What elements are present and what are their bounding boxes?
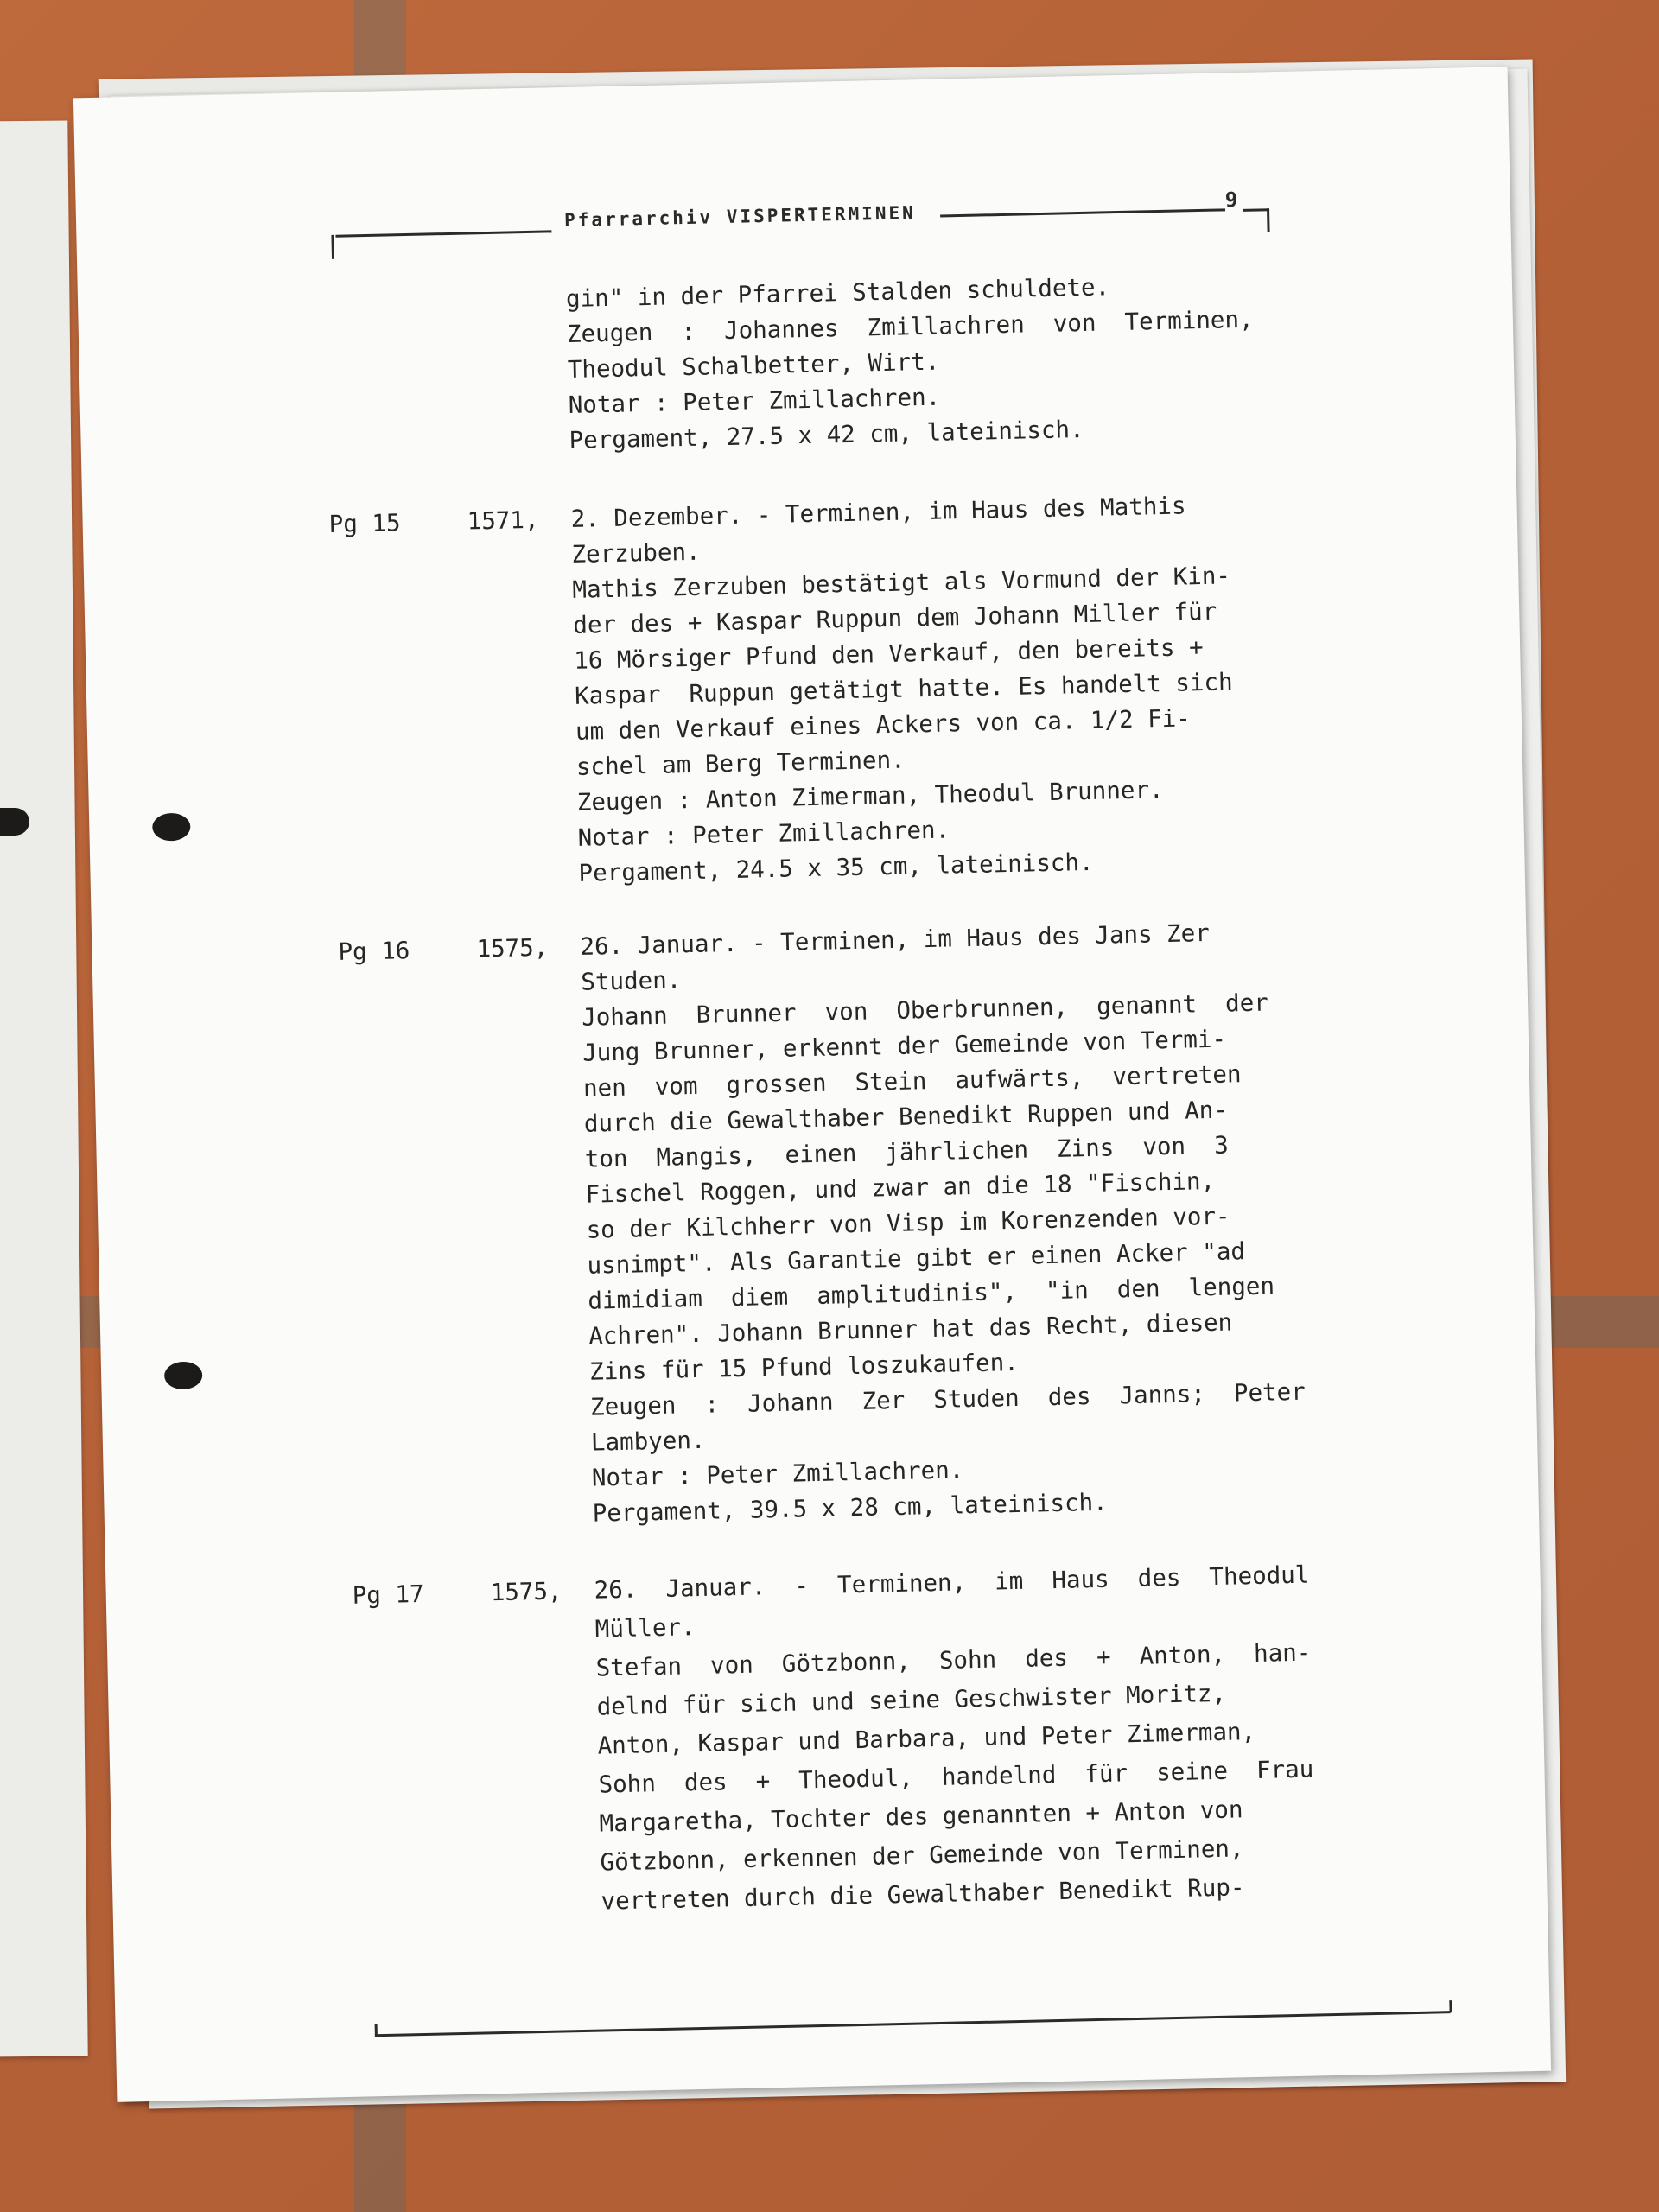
entry-line: ton Mangis, einen jährlichen Zins von 3 — [584, 1131, 1230, 1173]
entry-line: Lambyen. — [590, 1426, 706, 1457]
punch-hole — [152, 813, 191, 842]
entry-line: Margaretha, Tochter des genannten + Anton von — [599, 1796, 1243, 1838]
continuation-line: Notar : Peter Zmillachren. — [568, 383, 941, 419]
entry-line: 2. Dezember. - Terminen, im Haus des Mathis — [570, 492, 1186, 533]
entry-line: Notar : Peter Zmillachren. — [591, 1456, 964, 1492]
entry-line: Zeugen : Anton Zimerman, Theodul Brunner. — [576, 776, 1164, 817]
entry-line: Fischel Roggen, und zwar an die 18 "Fischin, — [585, 1166, 1216, 1209]
entry-line: Pergament, 24.5 x 35 cm, lateinisch. — [578, 848, 1094, 887]
entry-line: Götzbonn, erkennen der Gemeinde von Terminen, — [600, 1834, 1244, 1877]
entry-line: um den Verkauf eines Ackers von ca. 1/2 Fi- — [575, 704, 1192, 746]
entry-line: 26. Januar. - Terminen, im Haus des Theodul — [594, 1560, 1310, 1605]
entry-line: Stefan von Götzbonn, Sohn des + Anton, han- — [595, 1638, 1312, 1682]
entry-line: Jung Brunner, erkennt der Gemeinde von Termi- — [582, 1025, 1227, 1067]
entry-line: usnimpt". Als Garantie gibt er einen Acker "ad — [587, 1237, 1246, 1280]
footer-rule — [1449, 2000, 1452, 2012]
entry-line: 16 Mörsiger Pfund den Verkauf, den bereits + — [573, 633, 1204, 675]
entry-line: nen vom grossen Stein aufwärts, vertreten — [582, 1060, 1242, 1103]
entry-line: durch die Gewalthaber Benedikt Ruppen und An- — [583, 1096, 1229, 1138]
entry-line: Müller. — [594, 1613, 696, 1643]
entry-line: Anton, Kaspar und Barbara, und Peter Zimerman, — [597, 1717, 1256, 1760]
punch-hole — [164, 1361, 203, 1389]
entry-signature: Pg 17 — [352, 1580, 424, 1610]
entry-line: 26. Januar. - Terminen, im Haus des Jans Zer — [580, 918, 1211, 961]
continuation-line: Theodul Schalbetter, Wirt. — [567, 347, 940, 384]
footer-rule — [375, 2011, 1451, 2037]
entry-line: so der Kilchherr von Visp im Korenzenden vor- — [586, 1202, 1230, 1244]
header-rule — [940, 208, 1225, 217]
page-header-title: Pfarrarchiv VISPERTERMINEN — [563, 202, 917, 232]
entry-year: 1571, — [467, 505, 539, 536]
entry-line: Johann Brunner von Oberbrunnen, genannt der — [581, 988, 1269, 1032]
entry-line: Achren". Johann Brunner hat das Recht, diesen — [588, 1308, 1233, 1351]
continuation-line: Pergament, 27.5 x 42 cm, lateinisch. — [569, 415, 1084, 454]
entry-line: Sohn des + Theodul, handelnd für seine Frau — [598, 1755, 1314, 1799]
entry-line: delnd für sich und seine Geschwister Moritz, — [596, 1679, 1227, 1721]
entry-year: 1575, — [476, 933, 549, 963]
entry-line: Studen. — [581, 966, 682, 996]
header-rule — [331, 235, 334, 259]
entry-line: vertreten durch die Gewalthaber Benedikt Rup- — [601, 1873, 1245, 1916]
continuation-line: gin" in der Pfarrei Stalden schuldete. — [565, 273, 1110, 313]
document-page — [73, 67, 1551, 2102]
entry-line: Pergament, 39.5 x 28 cm, lateinisch. — [592, 1488, 1109, 1528]
punch-hole — [0, 808, 29, 836]
entry-year: 1575, — [490, 1577, 563, 1607]
entry-signature: Pg 16 — [338, 937, 410, 966]
entry-line: schel am Berg Terminen. — [575, 746, 906, 781]
entry-line: Zeugen : Johann Zer Studen des Janns; Peter — [589, 1377, 1306, 1421]
entry-line: Zins für 15 Pfund loszukaufen. — [588, 1348, 1020, 1386]
entry-line: Kaspar Ruppun getätigt hatte. Es handelt sich — [574, 668, 1233, 710]
header-rule — [1243, 208, 1270, 232]
entry-line: dimidiam diem amplitudinis", "in den lengen — [588, 1272, 1275, 1315]
page-number: 9 — [1224, 188, 1238, 213]
entry-line: Zerzuben. — [571, 537, 701, 569]
continuation-line: Zeugen : Johannes Zmillachren von Terminen, — [566, 305, 1254, 348]
entry-line: der des + Kaspar Ruppun dem Johann Miller für — [572, 597, 1217, 639]
entry-line: Notar : Peter Zmillachren. — [577, 816, 950, 852]
entry-line: Mathis Zerzuben bestätigt als Vormund der Kin- — [572, 562, 1231, 604]
header-rule — [335, 230, 551, 237]
entry-signature: Pg 15 — [328, 509, 401, 539]
